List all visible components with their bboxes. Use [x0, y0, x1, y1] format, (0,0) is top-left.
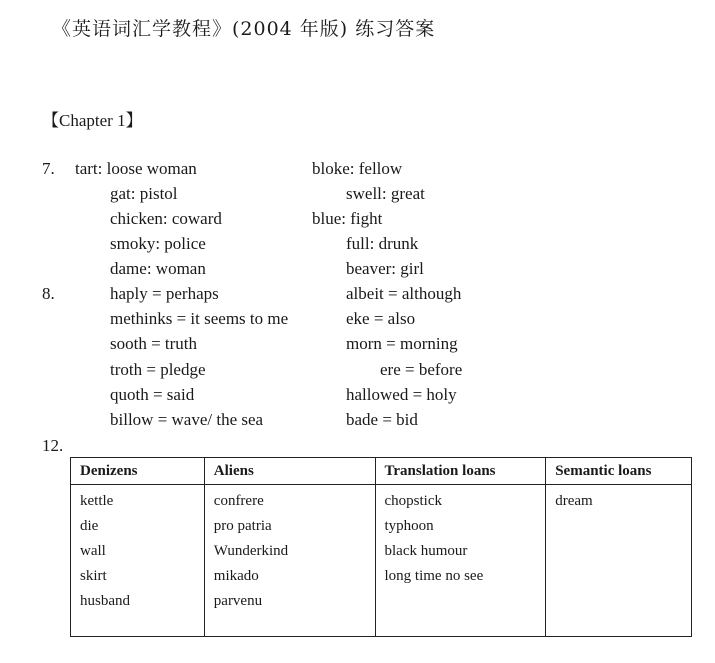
- q8-right-item: bade = bid: [346, 410, 418, 429]
- column-header-semantic-loans: Semantic loans: [546, 458, 692, 485]
- q7-left-item: chicken: coward: [110, 209, 222, 228]
- q7-left-item: smoky: police: [110, 234, 206, 253]
- q8-left-item: sooth = truth: [110, 334, 198, 353]
- q8-right-item: albeit = although: [346, 284, 462, 303]
- document-title: 《英语词汇学教程》(2004 年版) 练习答案: [52, 18, 436, 40]
- q7-left-item: dame: woman: [110, 259, 206, 278]
- q7-right-item: bloke: fellow: [312, 159, 403, 178]
- column-header-translation-loans: Translation loans: [375, 458, 546, 485]
- list-item: mikado: [213, 568, 259, 584]
- column-header-denizens: Denizens: [71, 458, 205, 485]
- denizens-cell: [71, 485, 205, 637]
- q8-left-item: billow = wave/ the sea: [110, 410, 264, 429]
- table-header-row: [71, 458, 692, 485]
- q8-left-item: troth = pledge: [110, 360, 206, 379]
- list-item: parvenu: [213, 593, 263, 609]
- loanwords-table: [70, 457, 692, 637]
- question-number-12: 12.: [42, 436, 64, 455]
- aliens-cell: [204, 485, 375, 637]
- list-item: typhoon: [384, 518, 434, 534]
- list-item: die: [80, 518, 99, 534]
- q7-right-item: full: drunk: [346, 234, 419, 253]
- semantic-loans-cell: [546, 485, 692, 637]
- list-item: kettle: [80, 493, 114, 509]
- list-item: skirt: [80, 568, 107, 584]
- list-item: wall: [80, 543, 106, 559]
- list-item: long time no see: [384, 568, 484, 584]
- q8-left-item: methinks = it seems to me: [110, 309, 289, 328]
- list-item: dream: [555, 493, 593, 509]
- chapter-heading: 【Chapter 1】: [42, 111, 143, 130]
- q8-left-item: quoth = said: [110, 385, 195, 404]
- question-number-7: 7.: [42, 159, 55, 178]
- q8-right-item: hallowed = holy: [346, 385, 457, 404]
- q8-right-item: morn = morning: [346, 334, 458, 353]
- q8-right-item: ere = before: [380, 360, 463, 379]
- table-row: [71, 485, 692, 637]
- list-item: Wunderkind: [213, 543, 289, 559]
- q7-right-item: blue: fight: [312, 209, 383, 228]
- q8-right-item: eke = also: [346, 309, 416, 328]
- q7-left-item: tart: loose woman: [75, 159, 197, 178]
- q7-right-item: beaver: girl: [346, 259, 424, 278]
- list-item: black humour: [384, 543, 468, 559]
- list-item: husband: [80, 593, 130, 609]
- list-item: pro patria: [213, 518, 272, 534]
- list-item: confrere: [213, 493, 264, 509]
- translation-loans-cell: [375, 485, 546, 637]
- column-header-aliens: Aliens: [204, 458, 375, 485]
- q7-left-item: gat: pistol: [110, 184, 178, 203]
- q8-left-item: haply = perhaps: [110, 284, 219, 303]
- question-number-8: 8.: [42, 284, 55, 303]
- q7-right-item: swell: great: [346, 184, 425, 203]
- list-item: chopstick: [384, 493, 442, 509]
